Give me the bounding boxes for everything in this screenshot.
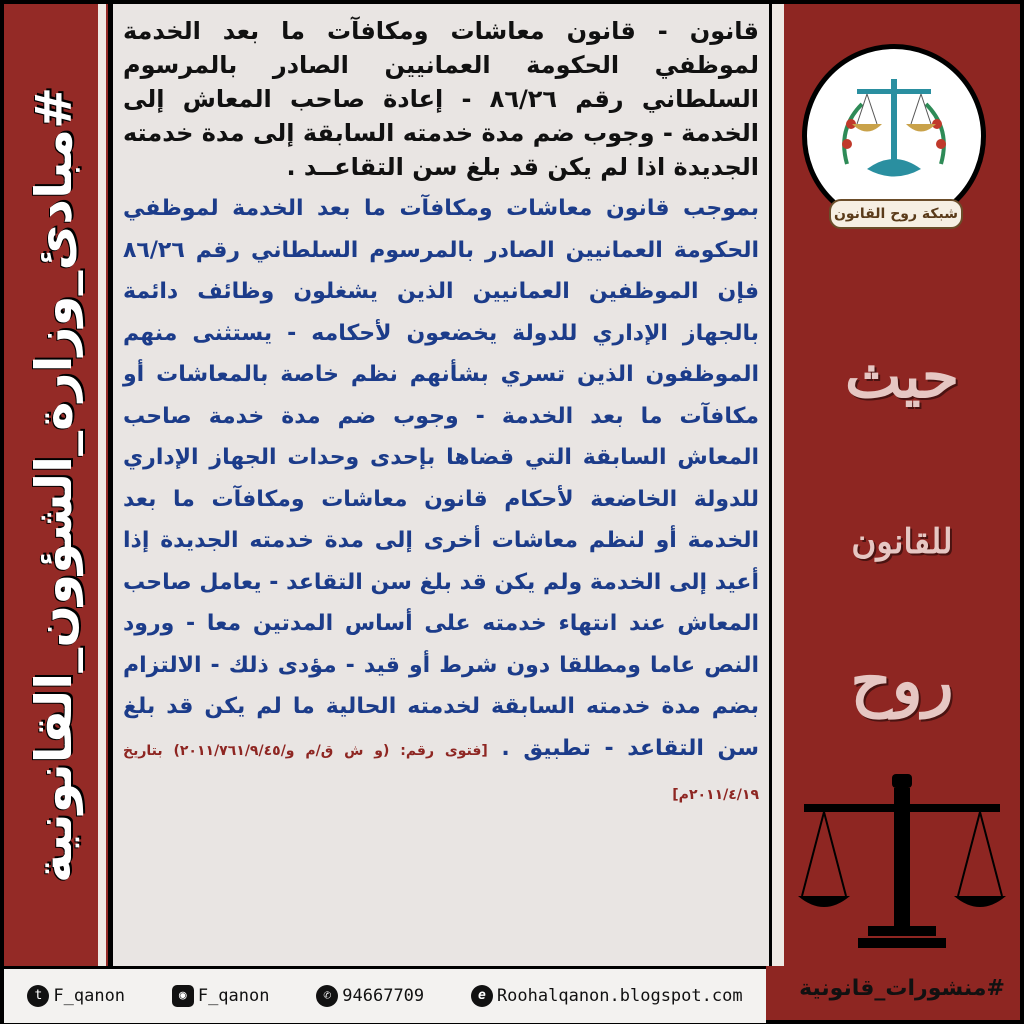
footer-website[interactable]: [471, 985, 743, 1007]
footer-whatsapp[interactable]: [316, 985, 424, 1007]
right-panel: [784, 4, 1020, 1001]
main-panel-content: [123, 14, 759, 956]
twitter-icon: t: [27, 985, 49, 1007]
ruling-body-text: بموجب قانون معاشات ومكافآت ما بعد الخدمة لموظفي الحكومة العمانيين الصادر بالمرسوم السلطاني رقم ٨٦/٢٦ فإن الموظفين العمانيين الذين يشغلون وظائف دائمة بالجهاز الإداري للدولة يخضعون لأحكامه - يستثنى منهم الموظفون الذين تسري بشأنهم نظم خاصة بالمعاشات أو مكافآت ما بعد الخدمة - وجوب ضم مدة خدمة صاحب المعاش السابقة التي قضاها بإحدى وحدات الجهاز الإداري للدولة الخاضعة لأحكام قانون معاشات ومكافآت ما بعد الخدمة أو لنظم معاشات أخرى إلى مدة خدمته الجديدة إذا أعيد إلى الخدمة ولم يكن قد بلغ سن التقاعد - يعامل صاحب المعاش عند انتهاء خدمته على أساس المدتين معا - ورود النص عاما ومطلقا دون شرط أو قيد - مؤدى ذلك - الالتزام بضم مدة خدمته السابقة لخدمته الحالية ما لم يكن قد بلغ سن التقاعد - تطبيق .: [123, 196, 759, 761]
instagram-handle: F_qanon: [197, 986, 270, 1006]
fatwa-reference: [فتوى رقم: (و ش ق/م و/٢٠١١/٧٦١/٩/٤٥) بتاريخ ٢٠١١/٤/١٩م]: [123, 742, 759, 803]
scales-of-justice-icon: [784, 766, 1020, 956]
website-url: Roohalqanon.blogspot.com: [496, 986, 743, 1006]
decorative-word-3: روح: [850, 644, 954, 719]
whatsapp-icon: ✆: [316, 985, 338, 1007]
left-banner-text-wrap: [12, 10, 96, 960]
logo: [802, 44, 986, 228]
hashtag-legal-publications: #منشورات_قانونية: [799, 976, 1005, 1001]
main-panel: [110, 4, 772, 966]
left-divider-strip: [98, 4, 106, 966]
decorative-word-1: حيث: [844, 342, 960, 412]
right-divider-strip: [769, 4, 784, 966]
instagram-icon: ◉: [172, 985, 194, 1007]
twitter-handle: F_qanon: [53, 986, 126, 1006]
whatsapp-number: 94667709: [342, 986, 425, 1006]
footer: [4, 966, 766, 1023]
left-banner-hashtag: #مبادئ_وزارة_الشؤون_القانونية: [25, 86, 83, 884]
logo-caption: شبكة روح القانون: [829, 199, 963, 229]
scales-logo-icon: [807, 49, 981, 223]
footer-instagram[interactable]: [172, 985, 270, 1007]
browser-icon: e: [471, 985, 493, 1007]
ruling-body: [123, 188, 759, 817]
footer-twitter[interactable]: [27, 985, 125, 1007]
ruling-heading: قانون - قانون معاشات ومكافآت ما بعد الخدمة لموظفي الحكومة العمانيين الصادر بالمرسوم السلطاني رقم ٨٦/٢٦ - إعادة صاحب المعاش إلى الخدمة - وجوب ضم مدة خدمته السابقة إلى مدة خدمته الجديدة اذا لم يكن قد بلغ سن التقاعــد .: [123, 17, 759, 181]
decorative-word-2: للقانون: [851, 522, 953, 562]
